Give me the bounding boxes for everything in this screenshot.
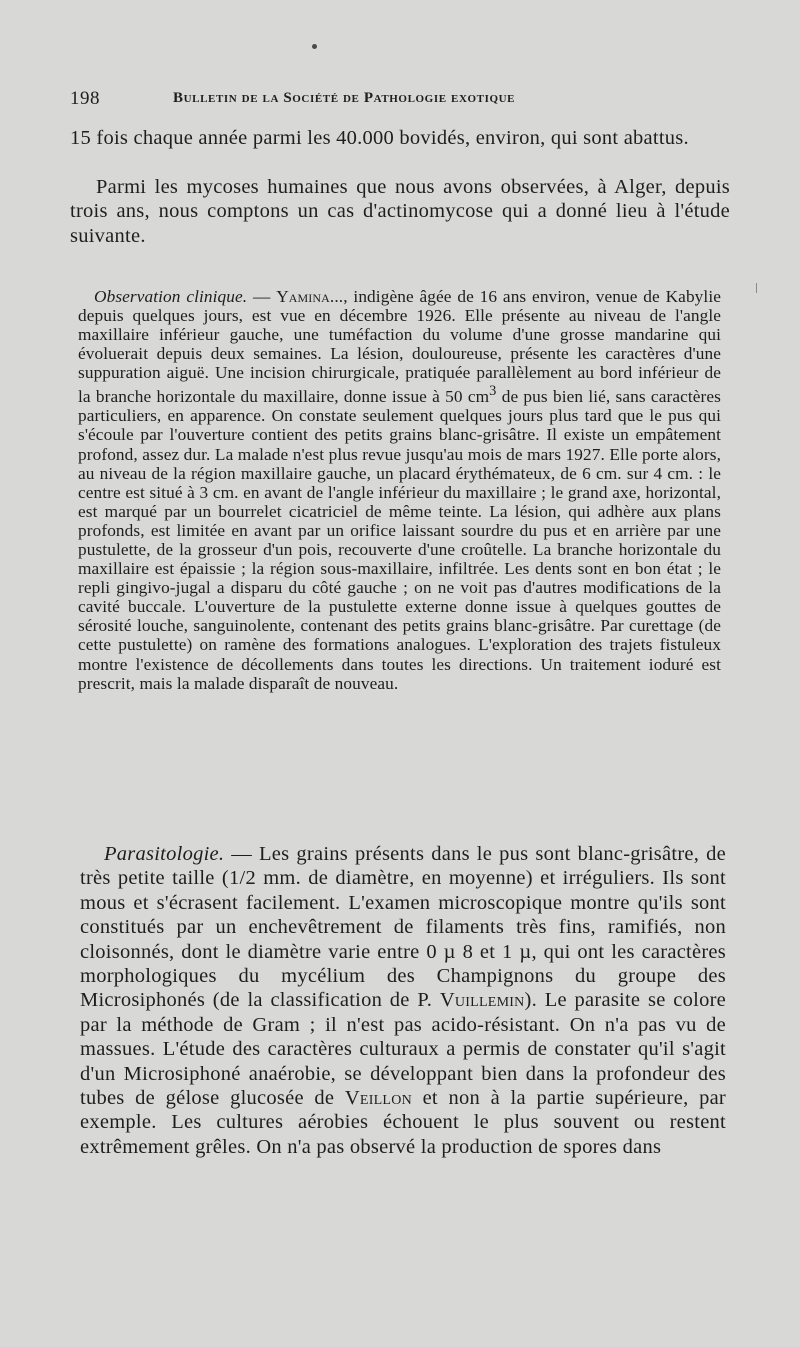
parasitology-text-3: et non à la partie supérieure, par exemple. Les cultures aérobies échouent le plus souvent ou restent extrêmement grêles. On n'a pas observé la production de spores dans: [80, 1087, 726, 1158]
parasitology-dash: —: [224, 843, 260, 865]
clinical-observation: [78, 287, 721, 693]
parasitology-heading: Parasitologie.: [104, 843, 225, 865]
parasitology-text-1: Les grains présents dans le pus sont blanc-grisâtre, de très petite taille (1/2 mm. de diamètre, en moyenne) et irréguliers. Ils sont mous et s'écrasent facilement. L'examen microscopique montre qu'ils sont constitués par un enchevêtrement de filaments très fins, ramifiés, non cloisonnés, dont le diamètre varie entre 0 µ 8 et 1 µ, qui ont les caractères morphologiques du mycélium des Champignons du groupe des Microsiphonés (de la classification de P.: [80, 843, 727, 1012]
author-vuillemin: Vuillemin: [439, 989, 525, 1012]
margin-mark: [756, 283, 757, 293]
print-speck: [312, 44, 317, 49]
clinical-dash: —: [247, 287, 277, 306]
clinical-text-2: de pus bien lié, sans caractères particuliers, en apparence. On constate seulement quelques jours plus tard que le pus qui s'écoule par l'ouverture contient des petits grains blanc-grisâtre. Il existe un empâtement profond, assez dur. La malade n'est plus revue jusqu'au mois de mars 1927. Elle porte alors, au niveau de la région maxillaire gauche, un placard érythémateux, de 6 cm. sur 4 cm. : le centre est situé à 3 cm. en avant de l'angle inférieur du maxillaire ; le grand axe, horizontal, est marqué par un bourrelet cicatriciel de même teinte. La lésion, qui adhère aux plans profonds, est limitée en avant par un orifice laissant sourdre du pus et en arrière par une pustulette, de la grosseur d'un pois, recouverte d'une croûtelle. La branche horizontale du maxillaire est épaissie ; la région sous-maxillaire, infiltrée. Les dents sont en bon état ; le repli gingivo-jugal a disparu du côté gauche ; on ne voit pas d'autres modifications de la cavité buccale. L'ouverture de la pustulette externe donne issue à quelques gouttes de sérosité louche, sanguinolente, contenant des petits grains blanc-grisâtre. Par curettage (de cette pustulette) on ramène des formations analogues. L'exploration des trajets fistuleux montre l'existence de décollements dans toutes les directions. Un traitement ioduré est prescrit, mais la malade disparaît de nouveau.: [78, 387, 721, 693]
volume-superscript: 3: [489, 383, 497, 400]
patient-name: Yamina...,: [276, 287, 348, 306]
parasitology-paragraph: [80, 842, 726, 1159]
author-veillon: Veillon: [344, 1087, 412, 1110]
parasitology-text-2: ). Le parasite se colore par la méthode de Gram ; il n'est pas acido-résistant. On n'a pas vu de massues. L'étude des caractères culturaux a permis de constater qu'il s'agit d'un Microsiphoné anaérobie, se développant bien dans la profondeur des tubes de gélose glucosée de: [80, 989, 726, 1110]
running-header: [70, 88, 730, 114]
clinical-text-1: indigène âgée de 16 ans environ, venue de Kabylie depuis quelques jours, est vue en décembre 1926. Elle présente au niveau de l'angle maxillaire inférieur gauche, une tuméfaction du volume d'une grosse mandarine qui évoluerait depuis deux semaines. La lésion, douloureuse, présente les caractères d'une suppuration aiguë. Une incision chirurgicale, pratiquée parallèlement au bord inférieur de la branche horizontale du maxillaire, donne issue à 50 cm: [78, 287, 721, 407]
running-title: Bulletin de la Société de Pathologie exotique: [173, 90, 516, 106]
body-paragraph-2: Parmi les mycoses humaines que nous avons observées, à Alger, depuis trois ans, nous comptons un cas d'actinomycose qui a donné lieu à l'étude suivante.: [70, 176, 730, 247]
clinical-observation-heading: Observation clinique.: [94, 287, 248, 306]
body-paragraph-1: 15 fois chaque année parmi les 40.000 bovidés, environ, qui sont abattus.: [70, 127, 689, 149]
page-number: 198: [70, 88, 100, 109]
